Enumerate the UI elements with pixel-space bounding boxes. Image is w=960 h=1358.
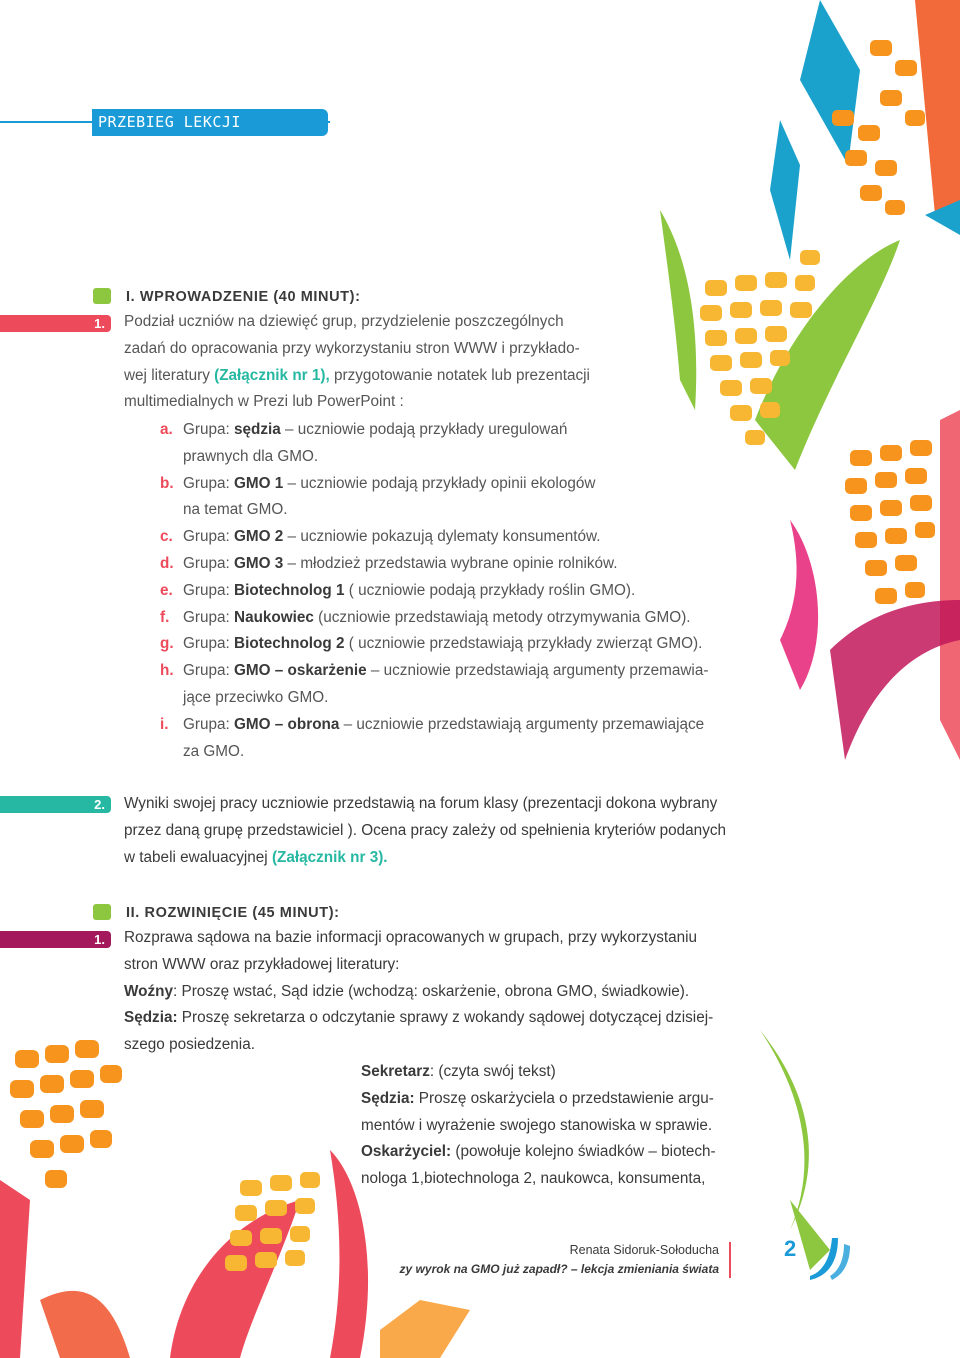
speaker-label: Sędzia: — [361, 1089, 415, 1107]
text-line: Rozprawa sądowa na bazie informacji opracowanych w grupach, przy wykorzystaniu — [124, 929, 698, 946]
text-line — [124, 979, 713, 1006]
item-number: 1. — [94, 316, 105, 331]
group-list — [160, 417, 760, 765]
text-line — [361, 1139, 716, 1166]
text-fragment: ( uczniowie podają przykłady roślin GMO). — [344, 581, 636, 599]
text-fragment: Grupa: — [183, 635, 235, 653]
group-name: Biotechnolog 1 — [234, 581, 345, 599]
text-line — [124, 363, 590, 390]
section-marker-green — [93, 904, 111, 920]
section-header-label: PRZEBIEG LEKCJI — [92, 109, 328, 136]
page-number: 2 — [784, 1236, 797, 1261]
text-fragment: Grupa: — [183, 554, 235, 572]
text-fragment: za GMO. — [183, 742, 245, 760]
text-line — [361, 1086, 716, 1113]
text-fragment: Proszę sekretarza o odczytanie sprawy z wokandy sądowej dotyczącej dzisiej- — [177, 1009, 714, 1027]
list-marker: h. — [160, 662, 174, 680]
text-fragment: – młodzież przedstawia wybrane opinie rolników. — [283, 554, 618, 572]
section-1-title: I. WPROWADZENIE (40 MINUT): — [126, 289, 361, 305]
group-name: Naukowiec — [234, 608, 314, 626]
list-marker: d. — [160, 554, 174, 572]
list-item — [160, 605, 760, 632]
list-marker: f. — [160, 608, 170, 626]
list-item — [160, 524, 760, 551]
list-marker: i. — [160, 715, 169, 733]
text-fragment: w tabeli ewaluacyjnej — [124, 848, 272, 866]
text-fragment: Grupa: — [183, 581, 235, 599]
item-number-bar — [0, 796, 111, 813]
text-fragment: Grupa: — [183, 528, 235, 546]
section-1-item-1-text — [124, 309, 590, 416]
group-name: sędzia — [234, 421, 281, 438]
list-item — [160, 551, 760, 578]
text-fragment: Grupa: — [183, 474, 235, 492]
list-marker: g. — [160, 635, 174, 653]
list-marker: b. — [160, 474, 174, 492]
text-fragment: (powołuje kolejno świadków – biotech- — [451, 1143, 716, 1161]
list-item — [160, 417, 760, 471]
text-line: stron WWW oraz przykładowej literatury: — [124, 955, 400, 973]
text-fragment: – uczniowie podają przykłady opinii ekologów — [283, 474, 596, 492]
court-dialog — [361, 1059, 716, 1193]
text-line: multimedialnych w Prezi lub PowerPoint : — [124, 393, 404, 411]
list-item — [160, 471, 760, 525]
text-fragment: Grupa: — [183, 421, 235, 438]
text-line: przez daną grupę przedstawiciel ). Ocena pracy zależy od spełnienia kryteriów podanych — [124, 821, 726, 839]
group-name: GMO 1 — [234, 474, 284, 492]
text-fragment: ( uczniowie przedstawiają przykłady zwierząt GMO). — [344, 635, 703, 653]
section-1-item-2-text — [124, 791, 726, 871]
speaker-label: Sekretarz — [361, 1063, 430, 1080]
text-line: mentów i wyrażenie swojego stanowiska w sprawie. — [361, 1116, 713, 1134]
item-number: 1. — [94, 932, 105, 947]
list-marker: c. — [160, 528, 173, 546]
text-fragment: : (czyta swój tekst) — [429, 1063, 556, 1080]
item-number: 2. — [94, 797, 105, 812]
text-fragment: Grupa: — [183, 715, 235, 733]
group-name: GMO 2 — [234, 528, 284, 546]
text-fragment: : Proszę wstać, Sąd idzie (wchodzą: oskarżenie, obrona GMO, świadkowie). — [173, 982, 690, 1000]
footer-divider — [729, 1242, 731, 1278]
group-name: GMO – obrona — [234, 715, 340, 733]
text-line: Podział uczniów na dziewięć grup, przydzielenie poszczególnych — [124, 313, 564, 330]
text-line — [361, 1059, 716, 1086]
list-item — [160, 578, 760, 605]
list-item — [160, 658, 760, 712]
text-line — [124, 845, 726, 872]
attachment-1-link[interactable]: (Załącznik nr 1), — [214, 366, 330, 384]
text-line — [124, 1005, 713, 1032]
text-line: zadań do opracowania przy wykorzystaniu stron WWW i przykłado- — [124, 339, 580, 357]
text-fragment: Grupa: — [183, 608, 235, 626]
text-fragment: – uczniowie pokazują dylematy konsumentów. — [283, 528, 601, 546]
footer-title: zy wyrok na GMO już zapadł? – lekcja zmieniania świata — [399, 1262, 719, 1276]
text-fragment: wej literatury — [124, 366, 215, 384]
footer-author: Renata Sidoruk-Sołoducha — [569, 1243, 719, 1257]
speaker-label: Sędzia: — [124, 1009, 178, 1027]
section-2-item-1-text — [124, 925, 713, 1059]
text-fragment: (uczniowie przedstawiają metody otrzymywania GMO). — [313, 608, 691, 626]
list-item — [160, 712, 760, 766]
speaker-label: Oskarżyciel: — [361, 1143, 452, 1161]
text-line: Wyniki swojej pracy uczniowie przedstawią na forum klasy (prezentacji dokona wybrany — [124, 795, 718, 812]
text-fragment: Proszę oskarżyciela o przedstawienie argu- — [414, 1089, 714, 1107]
list-marker: a. — [160, 421, 173, 438]
section-2-title: II. ROZWINIĘCIE (45 MINUT): — [126, 905, 340, 921]
text-fragment: jące przeciwko GMO. — [183, 688, 329, 706]
list-marker: e. — [160, 581, 173, 599]
attachment-3-link[interactable]: (Załącznik nr 3). — [271, 848, 388, 866]
text-fragment: na temat GMO. — [183, 501, 288, 519]
text-fragment: – uczniowie podają przykłady uregulowań — [280, 421, 568, 438]
text-fragment: Grupa: — [183, 662, 235, 680]
item-number-bar — [0, 315, 111, 332]
item-number-bar — [0, 931, 111, 948]
group-name: Biotechnolog 2 — [234, 635, 345, 653]
group-name: GMO – oskarżenie — [234, 662, 367, 680]
section-marker-green — [93, 288, 111, 304]
text-fragment: – uczniowie przedstawiają argumenty przemawiające — [339, 715, 705, 733]
group-name: GMO 3 — [234, 554, 284, 572]
logo-swoosh-icon — [806, 1232, 856, 1282]
text-line: szego posiedzenia. — [124, 1036, 255, 1054]
text-fragment: prawnych dla GMO. — [183, 447, 319, 465]
text-line: nologa 1,biotechnologa 2, naukowca, konsumenta, — [361, 1170, 706, 1188]
speaker-label: Woźny — [124, 982, 174, 1000]
text-fragment: – uczniowie przedstawiają argumenty przemawia- — [366, 662, 709, 680]
list-item — [160, 631, 760, 658]
text-fragment: przygotowanie notatek lub prezentacji — [329, 366, 590, 384]
